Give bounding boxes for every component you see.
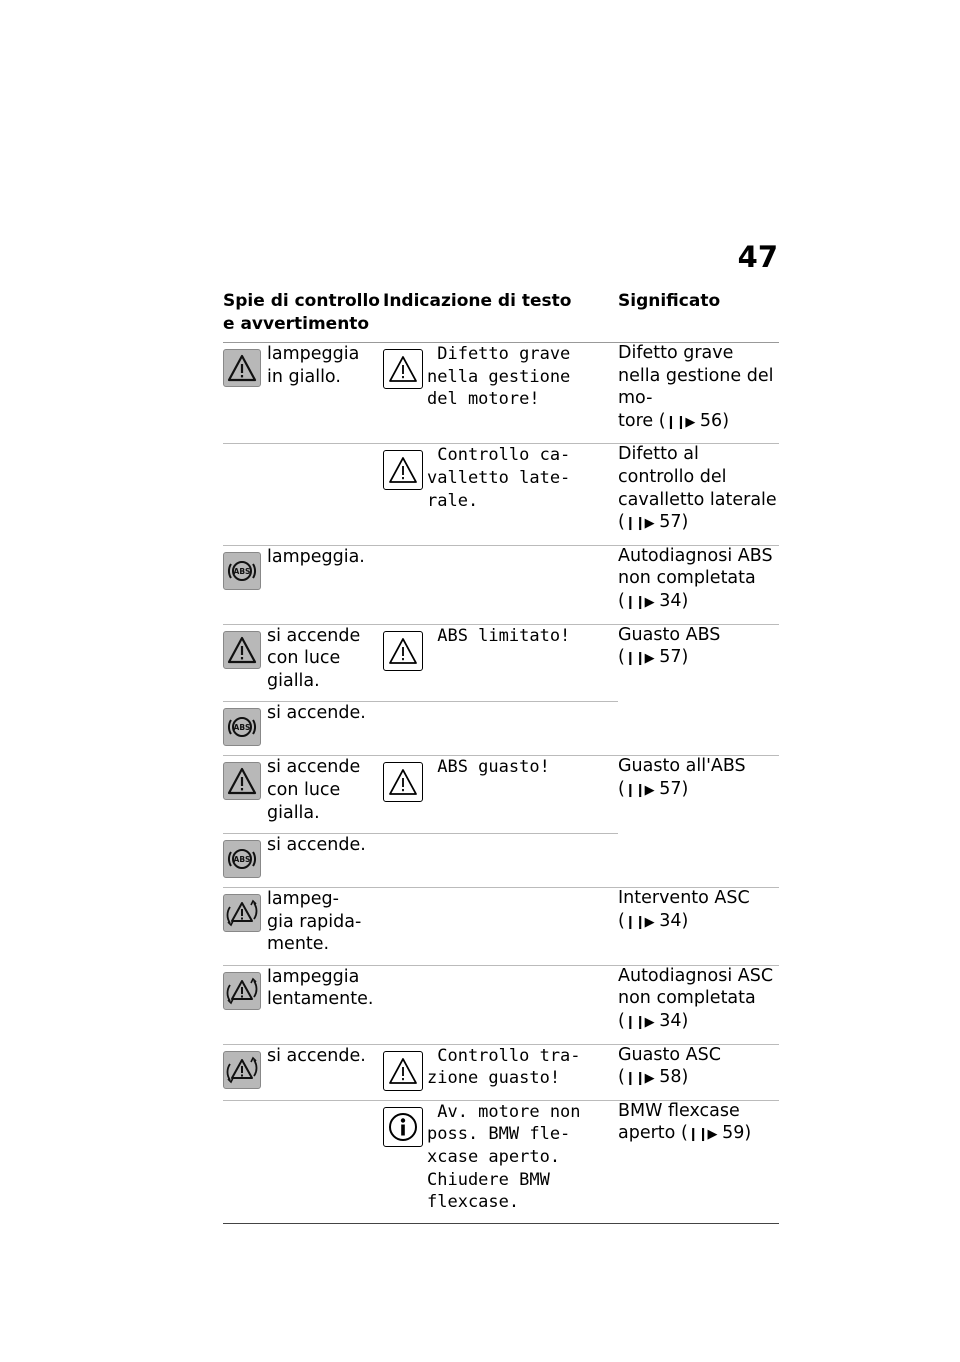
warning-triangle-icon — [383, 762, 423, 802]
lamp-state-text: si accende con luce gialla. — [267, 757, 361, 823]
display-message: Av. motore non poss. BMW fle- xcase aperto. Chiudere BMW flexcase. — [427, 1101, 581, 1213]
reference-arrow-icon: ❙❙▶ — [624, 516, 654, 532]
page-reference[interactable]: (❙❙▶ 58) — [618, 1067, 689, 1088]
table-row — [223, 888, 779, 966]
text-display-cell — [383, 965, 618, 1044]
asc-lamp-icon — [223, 894, 261, 932]
header-meaning: Significato — [618, 290, 779, 343]
warning-triangle-icon — [383, 349, 423, 389]
info-icon — [383, 1107, 423, 1147]
meaning-text: Difetto al controllo del cavalletto laterale — [618, 444, 777, 510]
lamp-state-text: si accende. — [267, 835, 366, 856]
reference-page-number: 58 — [659, 1067, 682, 1088]
text-display-cell — [383, 343, 618, 444]
table-row — [223, 343, 779, 444]
svg-text:ABS: ABS — [233, 723, 251, 733]
page-reference[interactable]: (❙❙▶ 57) — [618, 512, 689, 533]
meaning-text: Guasto ABS — [618, 624, 721, 645]
meaning-cell — [618, 888, 779, 966]
lamp-cell — [223, 444, 383, 545]
meaning-cell — [618, 756, 779, 888]
meaning-text: Autodiagnosi ABS non completata — [618, 545, 773, 589]
asc-lamp-icon — [223, 1051, 261, 1089]
reference-page-number: 34 — [659, 590, 682, 611]
reference-arrow-icon: ❙❙▶ — [624, 651, 654, 667]
page-reference[interactable]: (❙❙▶ 57) — [618, 647, 689, 668]
table-header-row — [223, 290, 779, 343]
text-display-cell — [383, 702, 618, 756]
text-display-cell — [383, 756, 618, 834]
reference-arrow-icon: ❙❙▶ — [665, 414, 695, 430]
text-display-cell — [383, 834, 618, 888]
reference-page-number: 34 — [659, 910, 682, 931]
display-message: Controllo tra- zione guasto! — [427, 1045, 581, 1089]
page-reference[interactable]: (❙❙▶ 59) — [680, 1123, 752, 1144]
reference-arrow-icon: ❙❙▶ — [624, 914, 654, 930]
text-display-cell — [383, 444, 618, 545]
reference-arrow-icon: ❙❙▶ — [624, 782, 654, 798]
warning-triangle-icon — [383, 1051, 423, 1091]
svg-text:ABS: ABS — [233, 566, 251, 576]
asc-lamp-icon — [223, 972, 261, 1010]
page-reference[interactable]: (❙❙▶ 56) — [653, 410, 730, 431]
page-reference[interactable]: (❙❙▶ 34) — [618, 910, 689, 931]
reference-page-number: 57 — [659, 647, 682, 668]
meaning-text: Intervento ASC — [618, 888, 750, 909]
warning-triangle-lamp-icon — [223, 762, 261, 800]
warning-lights-table — [223, 290, 779, 1224]
meaning-text: Autodiagnosi ASC non completata — [618, 965, 774, 1009]
display-message: ABS limitato! — [427, 625, 571, 646]
meaning-text: Guasto ASC — [618, 1044, 721, 1065]
reference-arrow-icon: ❙❙▶ — [687, 1127, 717, 1143]
meaning-cell — [618, 624, 779, 756]
lamp-state-text: si accende con luce gialla. — [267, 625, 361, 691]
display-message: ABS guasto! — [427, 757, 550, 778]
header-text-display: Indicazione di testo — [383, 290, 618, 343]
text-display-cell — [383, 1100, 618, 1223]
abs-lamp-icon — [223, 708, 261, 746]
meaning-text: Guasto all'ABS — [618, 756, 746, 777]
reference-page-number: 34 — [659, 1011, 682, 1032]
table-row — [223, 756, 779, 834]
page-reference[interactable]: (❙❙▶ 57) — [618, 778, 689, 799]
table-row — [223, 1100, 779, 1223]
warning-triangle-lamp-icon — [223, 349, 261, 387]
page-reference[interactable]: (❙❙▶ 34) — [618, 1011, 689, 1032]
table-row — [223, 545, 779, 624]
meaning-cell — [618, 545, 779, 624]
meaning-cell — [618, 1100, 779, 1223]
lamp-cell — [223, 756, 383, 834]
lamp-state-text: si accende. — [267, 1045, 366, 1066]
table-row — [223, 965, 779, 1044]
text-display-cell — [383, 624, 618, 702]
reference-page-number: 59 — [722, 1123, 745, 1144]
lamp-state-text: lampeg- gia rapida- mente. — [267, 889, 362, 955]
lamp-cell — [223, 702, 383, 756]
lamp-cell — [223, 1044, 383, 1100]
lamp-state-text: lampeggia in giallo. — [267, 344, 360, 387]
lamp-cell — [223, 343, 383, 444]
table-row — [223, 444, 779, 545]
lamp-cell — [223, 1100, 383, 1223]
text-display-cell — [383, 545, 618, 624]
warning-triangle-icon — [383, 631, 423, 671]
warning-triangle-lamp-icon — [223, 631, 261, 669]
meaning-cell — [618, 965, 779, 1044]
header-lights: Spie di controllo e avvertimento — [223, 290, 383, 343]
text-display-cell — [383, 1044, 618, 1100]
meaning-text: BMW flexcase aperto — [618, 1100, 740, 1144]
display-message: Difetto grave nella gestione del motore! — [427, 344, 571, 410]
lamp-cell — [223, 624, 383, 702]
abs-lamp-icon — [223, 552, 261, 590]
lamp-cell — [223, 834, 383, 888]
table-row — [223, 1044, 779, 1100]
lamp-cell — [223, 888, 383, 966]
svg-text:ABS: ABS — [233, 854, 251, 864]
abs-lamp-icon — [223, 840, 261, 878]
page-reference[interactable]: (❙❙▶ 34) — [618, 590, 689, 611]
reference-arrow-icon: ❙❙▶ — [624, 1015, 654, 1031]
reference-arrow-icon: ❙❙▶ — [624, 594, 654, 610]
lamp-cell — [223, 545, 383, 624]
lamp-state-text: si accende. — [267, 703, 366, 724]
reference-page-number: 57 — [659, 778, 682, 799]
table-row — [223, 624, 779, 702]
reference-page-number: 56 — [699, 410, 723, 431]
lamp-cell — [223, 965, 383, 1044]
meaning-cell — [618, 1044, 779, 1100]
meaning-cell — [618, 444, 779, 545]
warning-triangle-icon — [383, 450, 423, 490]
reference-page-number: 57 — [659, 512, 682, 533]
meaning-cell — [618, 343, 779, 444]
display-message: Controllo ca- valletto late- rale. — [427, 445, 571, 511]
meaning-text: Difetto grave nella gestione del mo- tore — [618, 343, 774, 431]
reference-arrow-icon: ❙❙▶ — [624, 1071, 654, 1087]
page-number: 47 — [737, 240, 778, 274]
lamp-state-text: lampeggia lentamente. — [267, 966, 374, 1010]
text-display-cell — [383, 888, 618, 966]
lamp-state-text: lampeggia. — [267, 546, 365, 567]
